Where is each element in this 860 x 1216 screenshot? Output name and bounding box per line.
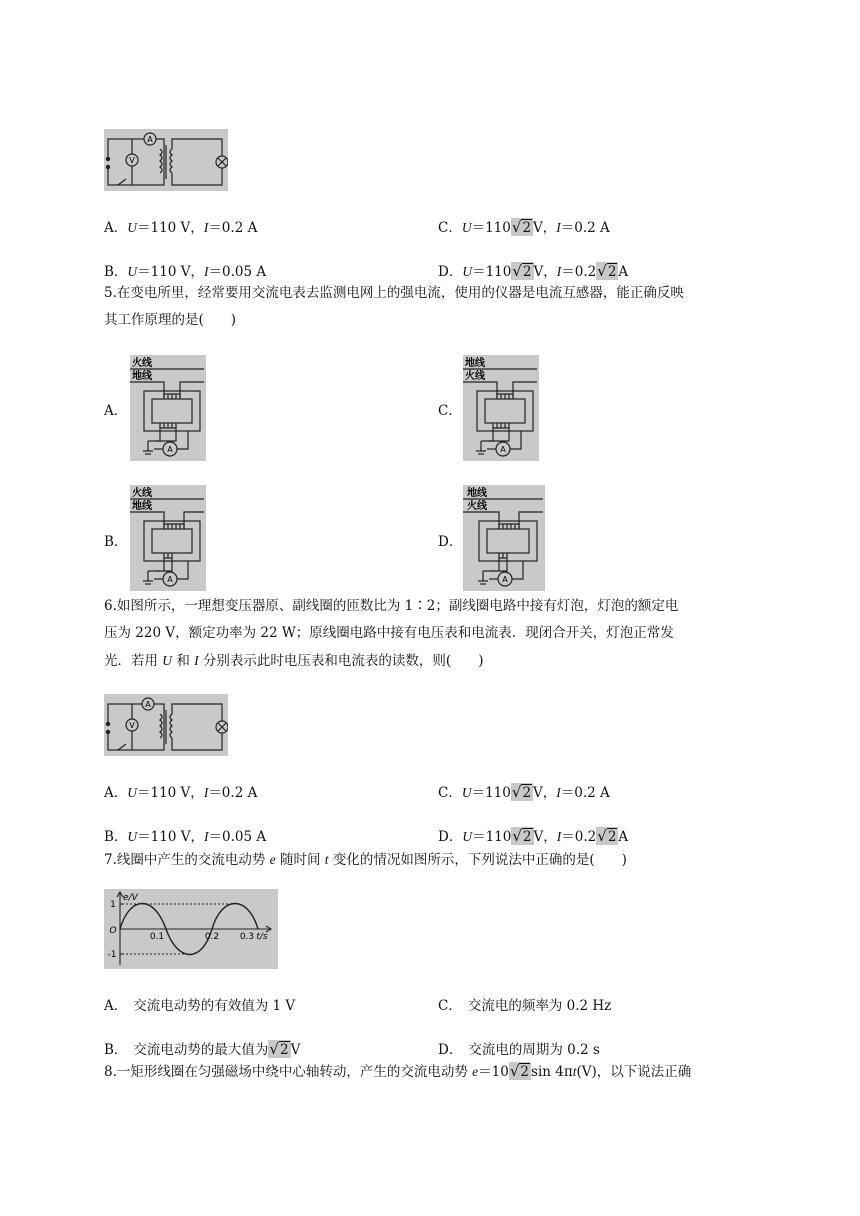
y-axis-label: e/V bbox=[123, 893, 138, 903]
x-tick-1: 0.1 bbox=[149, 932, 165, 942]
q7-option-b[interactable]: B． 交流电动势的最大值为√2 V bbox=[104, 1040, 301, 1058]
q7-stem: 7.线圈中产生的交流电动势 e 随时间 t 变化的情况如图所示，下列说法中正确的是( ) bbox=[104, 852, 627, 868]
svg-text:地线: 地线 bbox=[465, 358, 485, 369]
q5-option-b-figure[interactable] bbox=[130, 485, 206, 591]
sqrt-symbol: √2 bbox=[509, 1062, 530, 1080]
sqrt-symbol: √2 bbox=[269, 1040, 289, 1058]
circuit-figure-q4 bbox=[104, 129, 228, 191]
q5-option-a-figure[interactable] bbox=[130, 355, 206, 461]
origin-label: O bbox=[109, 926, 117, 936]
q5-option-c-label[interactable]: C． bbox=[438, 403, 462, 419]
svg-text:地线: 地线 bbox=[467, 488, 487, 499]
q5-option-a-label[interactable]: A． bbox=[104, 403, 128, 419]
q4-option-d[interactable]: D．U＝110√2 V，I＝0.2√2 A bbox=[438, 262, 629, 280]
q7-option-c[interactable]: C． 交流电的频率为 0.2 Hz bbox=[438, 998, 612, 1014]
q5-option-b-label[interactable]: B． bbox=[104, 534, 128, 550]
q8-stem: 8.一矩形线圈在匀强磁场中绕中心轴转动，产生的交流电动势 e＝10√2 sin 4πt(V)，以下说法正确 bbox=[104, 1062, 692, 1080]
q5-option-d-figure[interactable] bbox=[463, 485, 545, 591]
y-tick-max: 1 bbox=[110, 900, 116, 910]
sqrt-symbol: √2 bbox=[511, 783, 532, 801]
x-tick-3: 0.3 bbox=[239, 932, 255, 942]
sqrt-symbol: √2 bbox=[512, 262, 532, 280]
q4-option-c[interactable]: C．U＝110√2 V，I＝0.2 A bbox=[438, 218, 610, 236]
q5-option-d-label[interactable]: D． bbox=[438, 534, 463, 550]
svg-text:A: A bbox=[502, 575, 508, 584]
q6-option-a[interactable]: A．U＝110 V，I＝0.2 A bbox=[104, 785, 258, 801]
sqrt-symbol: √2 bbox=[597, 262, 617, 280]
svg-text:火线: 火线 bbox=[132, 488, 152, 499]
x-axis-label: t/s bbox=[256, 932, 268, 942]
emf-time-graph bbox=[104, 889, 278, 969]
sqrt-symbol: √2 bbox=[512, 827, 532, 845]
voltmeter-label: V bbox=[129, 721, 135, 730]
q6-stem: 6.如图所示，一理想变压器原、副线圈的匝数比为 1∶2；副线圈电路中接有灯泡，灯泡的额定电 压为 220 V，额定功率为 22 W；原线圈电路中接有电压表和电流表．现闭合开关，灯泡正常发 光．若用 U 和 I 分别表示此时电压表和电流表的读数，则( ) bbox=[104, 598, 679, 669]
svg-text:A: A bbox=[167, 445, 173, 454]
ammeter-label: A bbox=[147, 135, 153, 144]
voltmeter-label: V bbox=[129, 156, 135, 165]
ammeter-label: A bbox=[145, 700, 151, 709]
q7-option-a[interactable]: A． 交流电动势的有效值为 1 V bbox=[104, 998, 296, 1014]
svg-text:地线: 地线 bbox=[132, 371, 152, 382]
circuit-figure-q6 bbox=[104, 694, 228, 756]
q6-option-b[interactable]: B．U＝110 V，I＝0.05 A bbox=[104, 829, 267, 845]
q4-option-b[interactable]: B．U＝110 V，I＝0.05 A bbox=[104, 264, 267, 280]
svg-text:A: A bbox=[167, 575, 173, 584]
sqrt-symbol: √2 bbox=[597, 827, 617, 845]
q4-option-a[interactable]: A．U＝110 V，I＝0.2 A bbox=[104, 220, 258, 236]
q6-option-c[interactable]: C．U＝110√2 V，I＝0.2 A bbox=[438, 783, 610, 801]
svg-text:火线: 火线 bbox=[465, 371, 485, 382]
q5-stem: 5.在变电所里，经常要用交流电表去监测电网上的强电流，使用的仪器是电流互感器，能正确反映 其工作原理的是( ) bbox=[104, 285, 684, 328]
q5-option-c-figure[interactable] bbox=[463, 355, 539, 461]
x-tick-2: 0.2 bbox=[204, 932, 220, 942]
q7-option-d[interactable]: D． 交流电的周期为 0.2 s bbox=[438, 1042, 600, 1058]
y-tick-min: -1 bbox=[107, 950, 117, 960]
q6-option-d[interactable]: D．U＝110√2 V，I＝0.2√2 A bbox=[438, 827, 629, 845]
svg-text:地线: 地线 bbox=[132, 501, 152, 512]
sqrt-symbol: √2 bbox=[511, 218, 532, 236]
svg-text:火线: 火线 bbox=[132, 358, 152, 369]
svg-text:A: A bbox=[500, 445, 506, 454]
svg-text:火线: 火线 bbox=[467, 501, 487, 512]
